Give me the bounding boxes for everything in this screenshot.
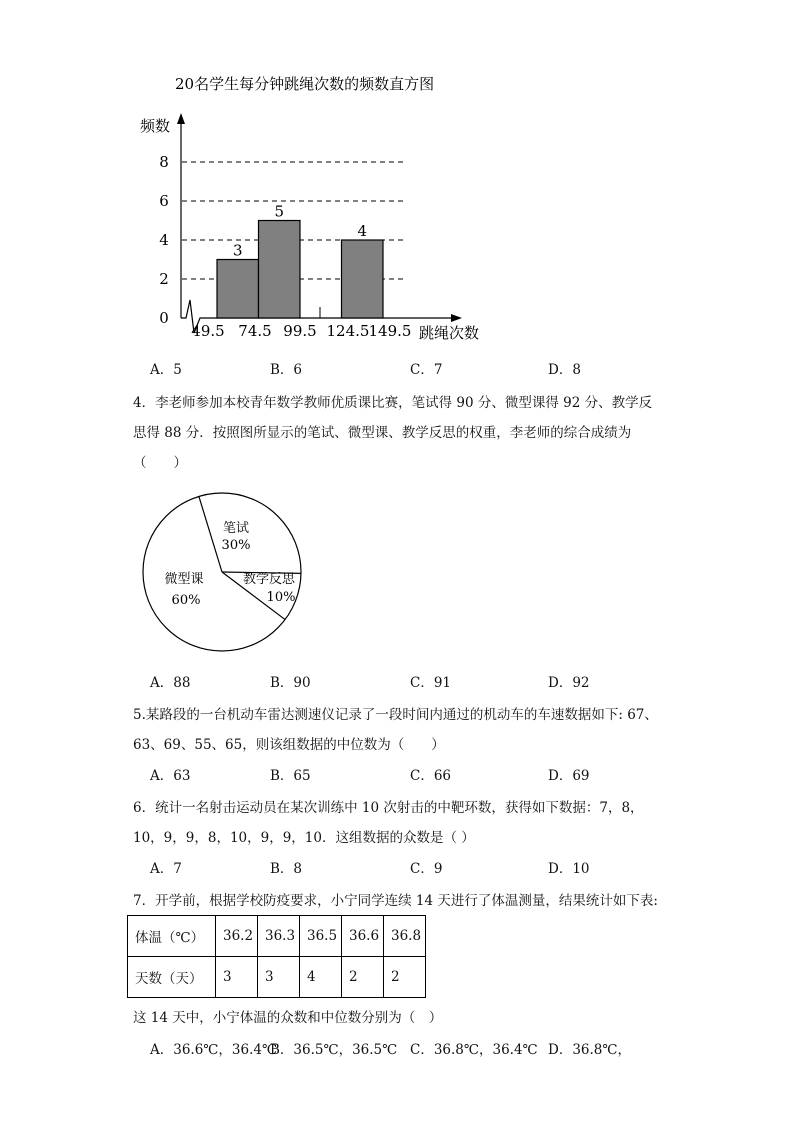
q5-option-c[interactable]: C．66 [410, 768, 452, 784]
q7-option-a[interactable]: A．36.6℃，36.4℃ [150, 1042, 278, 1058]
bar-value-label: 5 [274, 202, 285, 221]
pie-label-reflection: 教学反思 [242, 572, 296, 587]
q4-option-a[interactable]: A．88 [150, 675, 191, 691]
table-cell: 天数（天） [128, 957, 216, 998]
q3-option-d[interactable]: D．8 [548, 362, 581, 378]
q6-option-a[interactable]: A．7 [150, 861, 182, 877]
q7-option-c[interactable]: C．36.8℃，36.4℃ [410, 1042, 538, 1058]
q5-option-d[interactable]: D．69 [548, 768, 590, 784]
table-cell: 2 [342, 957, 384, 998]
temperature-table [127, 915, 426, 998]
x-tick-label: 74.5 [238, 322, 272, 340]
y-tick-labels [159, 153, 169, 327]
pie-label-written: 笔试 [222, 521, 250, 536]
table-cell: 4 [300, 957, 342, 998]
histogram-bar [342, 240, 384, 318]
q4-line3: （ ） [133, 455, 187, 471]
table-cell: 2 [384, 957, 426, 998]
q5-line2: 63、69、55、65，则该组数据的中位数为（ ） [133, 737, 445, 753]
x-tick-label: 99.5 [283, 322, 317, 340]
bar-value-label: 3 [232, 241, 243, 260]
table-cell: 36.3 [258, 916, 300, 957]
x-tick-labels [191, 322, 411, 340]
q3-option-c[interactable]: C．7 [410, 362, 443, 378]
y-tick-label: 8 [159, 153, 169, 171]
frequency-histogram [0, 0, 794, 360]
q4-option-b[interactable]: B．90 [270, 675, 311, 691]
pie-label-micro: 微型课 [164, 572, 204, 587]
q5-option-a[interactable]: A．63 [150, 768, 191, 784]
pie-pct-reflection: 10% [266, 590, 296, 605]
x-axis-arrow [451, 314, 462, 322]
y-tick-label: 6 [159, 192, 169, 210]
y-tick-label: 0 [159, 309, 169, 327]
table-cell: 36.8 [384, 916, 426, 957]
pie-pct-micro: 60% [171, 593, 201, 608]
table-cell: 3 [216, 957, 258, 998]
table-cell: 36.2 [216, 916, 258, 957]
bar-value-label: 4 [357, 222, 368, 240]
q4-line1: 4．李老师参加本校青年数学教师优质课比赛，笔试得 90 分、微型课得 92 分、教学反 [133, 395, 653, 411]
x-tick-label: 49.5 [191, 322, 225, 340]
q6-line2: 10，9，9，8，10，9，9，10．这组数据的众数是（ ） [133, 830, 475, 846]
q7-line2: 这 14 天中，小宁体温的众数和中位数分别为（ ） [133, 1010, 443, 1026]
histogram-bar [259, 221, 301, 319]
weight-pie-chart [130, 480, 320, 665]
q5-option-b[interactable]: B．65 [270, 768, 311, 784]
q6-option-c[interactable]: C．9 [410, 861, 443, 877]
y-axis-arrow [177, 113, 185, 124]
histogram-bar [217, 260, 259, 319]
y-tick-label: 2 [159, 270, 169, 288]
table-cell: 36.5 [300, 916, 342, 957]
q7-option-b[interactable]: B．36.5℃，36.5℃ [270, 1042, 398, 1058]
y-tick-label: 4 [159, 231, 169, 249]
x-tick-label: 124.5 [326, 322, 370, 340]
x-tick-label: 149.5 [368, 322, 412, 340]
table-row [128, 916, 426, 957]
table-cell: 36.6 [342, 916, 384, 957]
y-axis-label: 频数 [140, 117, 171, 135]
q6-option-d[interactable]: D．10 [548, 861, 590, 877]
q6-line1: 6．统计一名射击运动员在某次训练中 10 次射击的中靶环数，获得如下数据：7，8， [133, 800, 644, 816]
x-axis-label: 跳绳次数 [419, 324, 480, 342]
histogram-bars [217, 203, 383, 319]
q5-line1: 5.某路段的一台机动车雷达测速仪记录了一段时间内通过的机动车的车速数据如下: 67、 [133, 707, 658, 723]
q7-line1: 7．开学前，根据学校防疫要求，小宁同学连续 14 天进行了体温测量，结果统计如下表: [133, 893, 658, 909]
q4-option-c[interactable]: C．91 [410, 675, 452, 691]
table-cell: 3 [258, 957, 300, 998]
table-cell: 体温（℃） [128, 916, 216, 957]
table-row [128, 957, 426, 998]
q6-option-b[interactable]: B．8 [270, 861, 303, 877]
pie-pct-written: 30% [221, 538, 251, 553]
histogram-title: 20名学生每分钟跳绳次数的频数直方图 [175, 75, 435, 93]
q7-option-d[interactable]: D．36.8℃， [548, 1042, 631, 1058]
q4-option-d[interactable]: D．92 [548, 675, 590, 691]
q3-option-b[interactable]: B．6 [270, 362, 303, 378]
q4-line2: 思得 88 分．按照图所显示的笔试、微型课、教学反思的权重，李老师的综合成绩为 [133, 425, 632, 441]
q3-option-a[interactable]: A．5 [150, 362, 182, 378]
